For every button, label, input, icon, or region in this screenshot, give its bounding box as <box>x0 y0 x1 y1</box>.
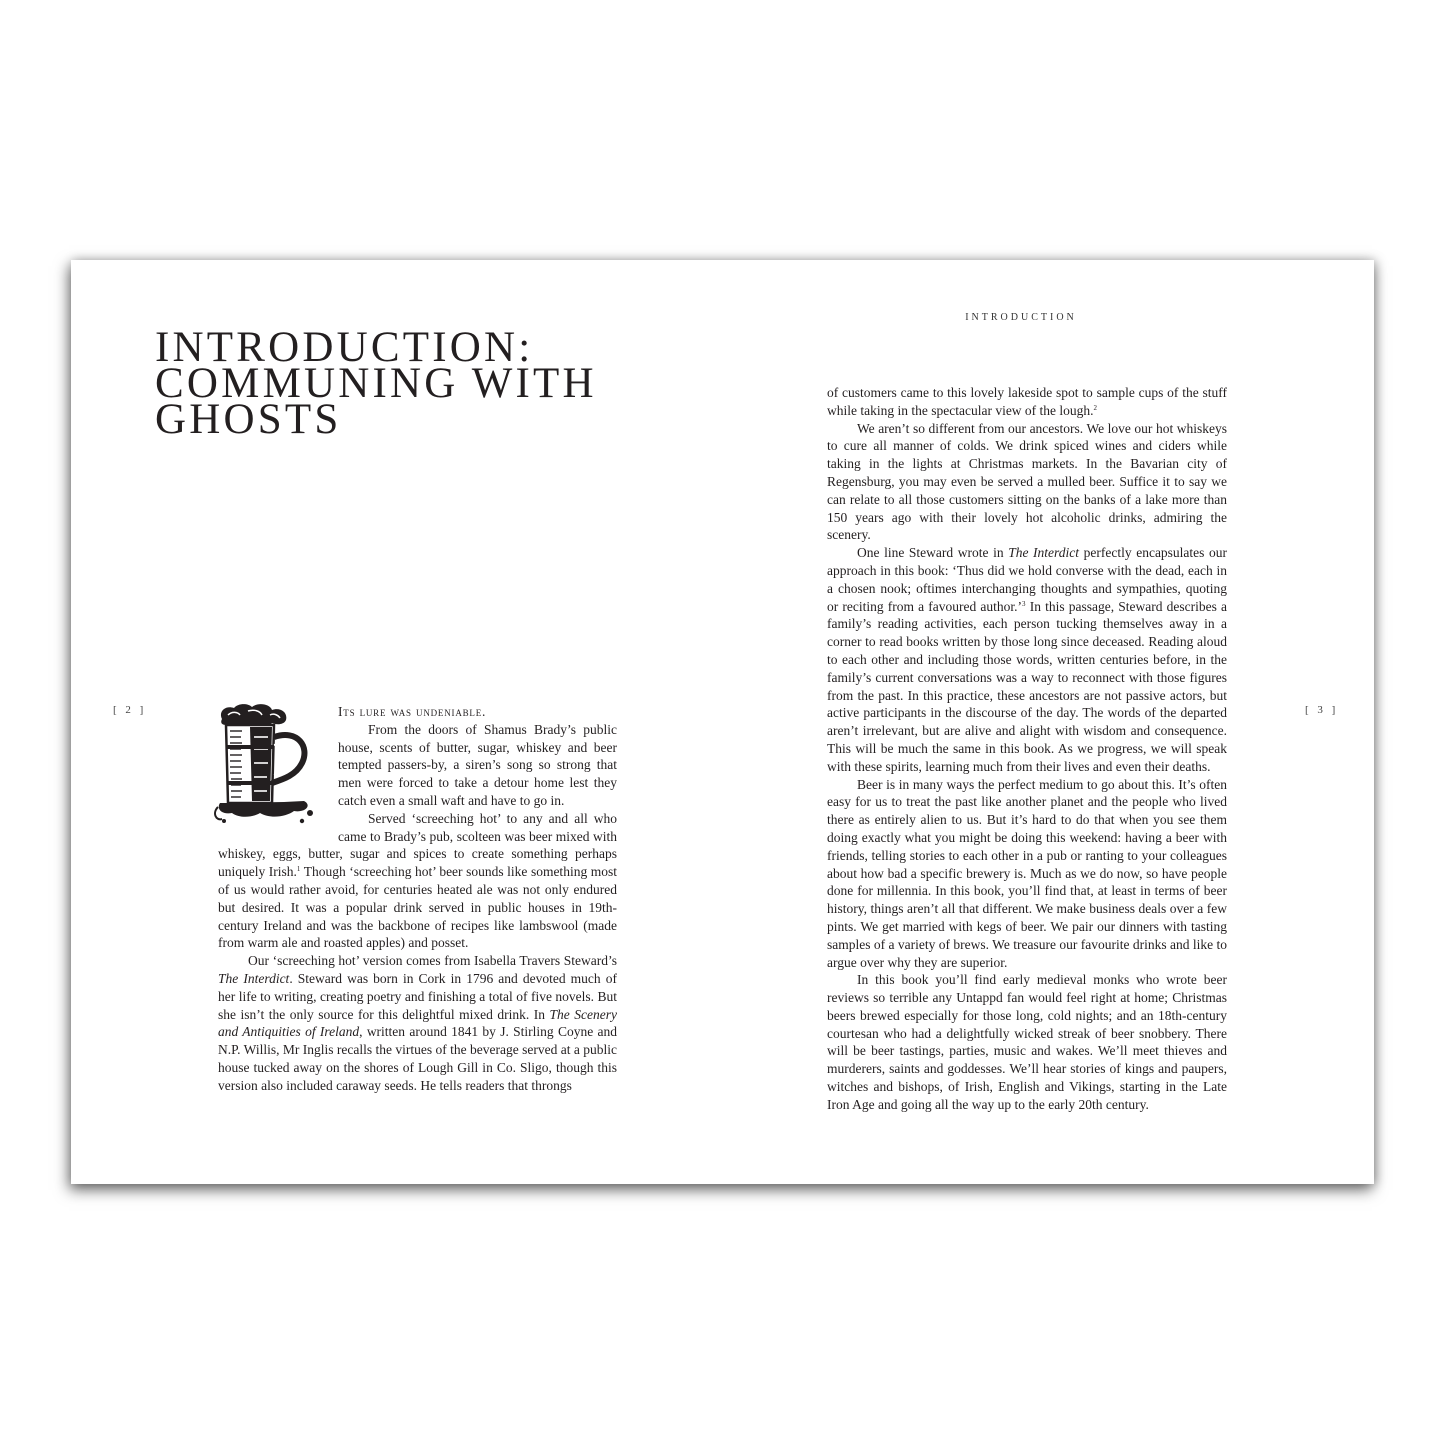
footnote-2: 2 <box>1093 403 1098 412</box>
running-head: INTRODUCTION <box>965 312 1077 323</box>
paragraph-steward: One line Steward wrote in The Interdict perfectly encapsulates our approach in this book: ‘Thus did we hold converse with the dead, each in a chosen nook; oftimes interchanging thoughts and sympathies, quoting or reciting from a favoured author.’$^3$ In this passage, Steward describes a family’s reading activities, each person tucking themselves away in a corner to read books written by those long since deceased. Reading aloud to each other and including those words, written centuries before, in the family’s current conversations was a way to reconnect with those figures from the past. In this practice, these ancestors are not passive actors, but active participants in the discourse of the day. The words of the departed aren’t irrelevant, but are alive and alight with wisdom and consequence. This will be much the same in this book. As we progress, we will speak with these spirits, learning much from their lives and even their deaths. <box>827 545 1228 774</box>
page-number-left: [ 2 ] <box>113 704 147 716</box>
paragraph-2: Served ‘screeching hot’ to any and all who came to Brady’s pub, scolteen was beer mixed with whiskey, eggs, butter, sugar and spices to create something perhaps uniquely Irish.$^1$ Though ‘screeching hot’ beer sounds like something most of us would rather avoid, for centuries heated ale was not only endured but desired. It was a popular drink served in public houses in 19th-century Ireland and was the backbone of recipes like lambswool (made from warm ale and roasted apples) and posset. <box>218 810 617 951</box>
paragraph-1: From the doors of Shamus Brady’s public house, scents of butter, sugar, whiskey and beer tempted passers-by, a siren’s song so strong that men were forced to take a detour home lest they catch even a small waft and have to go in. <box>338 721 617 808</box>
footnote-1: 1 <box>296 865 301 874</box>
paragraph-continued: of customers came to this lovely lakeside spot to sample cups of the stuff while taking in the spectacular view of the lough.$^2$ <box>827 385 1227 418</box>
beer-tankard-icon <box>214 703 332 831</box>
chapter-title <box>155 324 675 443</box>
page-number-right: [ 3 ] <box>1305 704 1339 716</box>
book-spread <box>71 260 1374 1184</box>
paragraph-in-this-book: In this book you’ll find early medieval monks who wrote beer reviews so terrible any Untappd fan would feel right at home; Christmas beers brewed especially for those long, cold nights; and an 18th-century courtesan who had a delightfully wicked streak of beer snobbery. There will be beer tastings, parties, music and wakes. We’ll meet thieves and murderers, saints and goddesses. We’ll hear stories of kings and paupers, witches and bishops, of Irish, English and Vikings, starting in the Late Iron Age and going all the way up to the early 20th century. <box>827 972 1227 1112</box>
opening-line: Its lure was undeniable. <box>338 704 487 719</box>
paragraph-beer-medium: Beer is in many ways the perfect medium to go about this. It’s often easy for us to treat the past like another planet and the people who lived there as entirely alien to us. But it’s hard to do that when you see them doing exactly what you might be doing this weekend: having a beer with friends, telling stories to each other in a pub or ranting to your colleagues about how bad a specific brewery is. Much as we do now, so have people done for millennia. In this book, you’ll find that, at least in terms of beer history, things aren’t all that different. We make business deals over a few pints. We get married with kegs of beer. We pair our dinners with tasting samples of a variety of brews. We treasure our favourite drinks and like to argue over why they are superior. <box>827 776 1227 970</box>
chapter-title-line-3: GHOSTS <box>155 396 342 443</box>
left-page-body <box>218 703 617 1095</box>
right-page-body <box>827 384 1227 1114</box>
paragraph-3: Our ‘screeching hot’ version comes from Isabella Travers Steward’s The Interdict. Steward was born in Cork in 1796 and devoted much of her life to writing, creating poetry and finishing a total of five novels. But she isn’t the only source for this delightful mixed drink. In The Scenery and Antiquities of Ireland, written around 1841 by J. Stirling Coyne and N.P. Willis, Mr Inglis recalls the virtues of the beverage served at a public house tucked away on the shores of Lough Gill in Co. Sligo, though this version also included caraway seeds. He tells readers that throngs <box>218 953 617 1093</box>
paragraph-ancestors: We aren’t so different from our ancestors. We love our hot whiskeys to cure all manner of colds. We drink spiced wines and ciders while taking in the lights at Christmas markets. In the Bavarian city of Regensburg, you may even be served a mulled beer. Suffice it to say we can relate to all those customers sitting on the banks of a lake more than 150 years ago with their lovely hot alcoholic drinks, admiring the scenery. <box>827 420 1227 543</box>
chapter-title-line-2: COMMUNING WITH <box>155 360 597 407</box>
footnote-3: 3 <box>1022 599 1026 608</box>
chapter-title-line-1: INTRODUCTION: <box>155 324 534 371</box>
